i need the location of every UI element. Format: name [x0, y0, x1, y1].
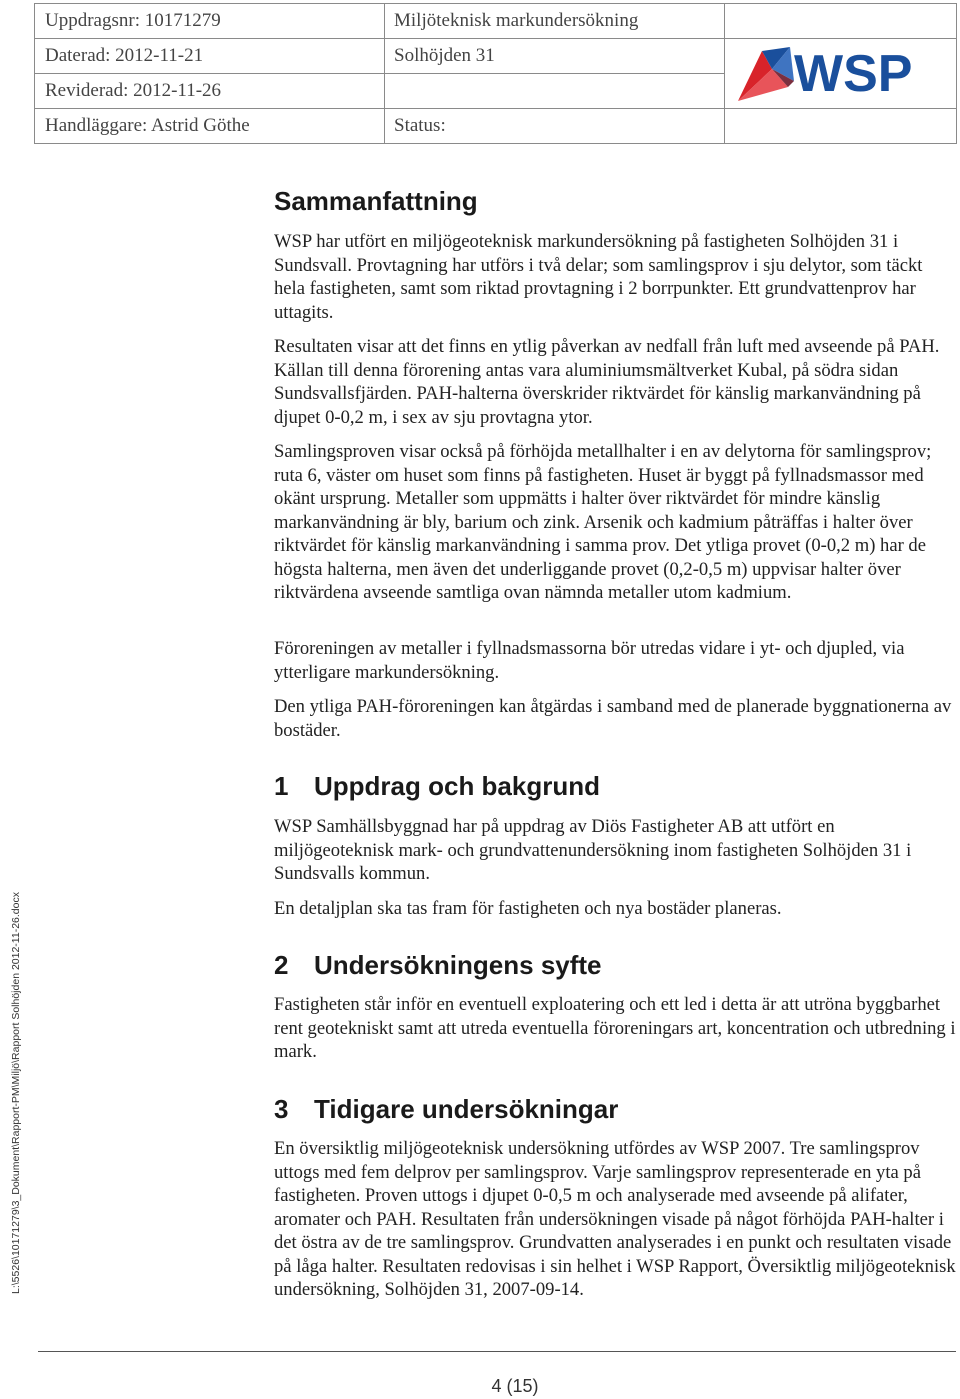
section-heading-3: [274, 1094, 618, 1125]
summary-paragraph-4: Föroreningen av metaller i fyllnadsmassorna bör utredas vidare i yt- och djupled, via ytterligare markundersökning.: [274, 638, 905, 683]
section-heading-1: [274, 771, 600, 802]
summary-heading: Sammanfattning: [274, 186, 478, 216]
section-title: Uppdrag och bakgrund: [314, 771, 600, 801]
assignment-number: Uppdragsnr: 10171279: [35, 4, 384, 39]
section-title: Tidigare undersökningar: [314, 1094, 619, 1124]
file-path: L:\5526\10171279\3_Dokument\Rapport-PM\Miljö\Rapport Solhöjden 2012-11-26.docx: [10, 892, 22, 1294]
logo-cell: [724, 39, 956, 109]
section-number: 1: [274, 771, 289, 801]
section-3-paragraph-1: En översiktlig miljögeoteknisk undersökning utfördes av WSP 2007. Tre samlingsprov uttogs med fem delprov per samlingsprov. Varje samlingsprov representerade en yta på fastigheten. Proven uttogs i djupet 0-0,5 m och analyserade med avseende på alifater, aromater och PAH. Resultaten från undersökningen visade på något förhöjda PAH-halter i det östra av de tre samlingsprov. Grundvatten analyserades i en punkt och resultaten visade på låga halter. Resultaten redovisas i sin helhet i WSP Rapport, Översiktlig miljögeoteknisk undersökning, Solhöjden 31, 2007-09-14.: [274, 1138, 956, 1300]
section-1-paragraph-2: En detaljplan ska tas fram för fastigheten och nya bostäder planeras.: [274, 898, 782, 919]
summary-paragraph-5: Den ytliga PAH-föroreningen kan åtgärdas i samband med de planerade byggnationerna av bostäder.: [274, 696, 952, 741]
status-field: Status:: [394, 115, 446, 136]
section-number: 3: [274, 1094, 289, 1124]
header-middle-column: [384, 4, 725, 143]
summary-paragraph-1: WSP har utfört en miljögeoteknisk markundersökning på fastigheten Solhöjden 31 i Sundsvall. Provtagning har utförs i två delar; som samlingsprov i sju delytor, som täckt hela fastigheten, samt som riktad provtagning i 2 borrpunkter. Ett grundvattenprov har uttagits.: [274, 231, 923, 323]
header-empty-cell: [384, 74, 724, 109]
header-table: [34, 3, 957, 144]
header-right-column: [724, 4, 956, 143]
revised-field: Reviderad: 2012-11-26: [35, 74, 384, 109]
page-number: 4 (15): [491, 1376, 539, 1396]
property-name: Solhöjden 31: [384, 39, 724, 74]
section-2-paragraph-1: Fastigheten står inför en eventuell exploatering och ett led i detta är att utröna byggbarhet rent geotekniskt samt att utreda eventuella föroreningars art, koncentration och utbredning i mark.: [274, 994, 956, 1062]
header-right-top-cell: [724, 4, 956, 39]
section-number: 2: [274, 950, 289, 980]
header-left-column: [35, 4, 385, 143]
report-title: Miljöteknisk markundersökning: [384, 4, 724, 39]
footer-rule: [38, 1351, 956, 1352]
summary-paragraph-3: Samlingsproven visar också på förhöjda metallhalter i en av delytorna för samlingsprov; ruta 6, väster om huset som finns på fastigheten. Huset är byggt på fyllnadsmassor med okänt ursprung. Metaller som uppmätts i halter över riktvärdet för mindre känslig markanvändning är bly, barium och zink. Arsenik och kadmium påträffas i halter över riktvärdet för känslig markanvändning i samma prov. Det ytliga provet (0-0,2 m) har de högsta halterna, men även det underliggande provet (0,2-0,5 m) uppvisar halter över riktvärdena avseende samtliga ovan nämnda metaller utom kadmium.: [274, 441, 932, 603]
handler-field: Handläggare: Astrid Göthe: [45, 115, 250, 136]
section-heading-2: [274, 950, 602, 981]
wsp-logo-text: WSP: [794, 45, 913, 103]
date-field: Daterad: 2012-11-21: [35, 39, 384, 74]
section-title: Undersökningens syfte: [314, 950, 602, 980]
summary-paragraph-2: Resultaten visar att det finns en ytlig påverkan av nedfall från luft med avseende på PAH. Källan till denna förorening antas vara aluminiumsmältverket Kubal, på södra sidan Sundsvallsfjärden. PAH-halterna överskrider riktvärdet för känslig markanvändning på djupet 0-0,2 m, i sex av sju provtagna ytor.: [274, 336, 940, 428]
wsp-logo: [732, 41, 922, 107]
section-1-paragraph-1: WSP Samhällsbyggnad har på uppdrag av Diös Fastigheter AB att utfört en miljögeoteknisk mark- och grundvattenundersökning inom fastigheten Solhöjden 31 i Sundsvalls kommun.: [274, 816, 912, 884]
